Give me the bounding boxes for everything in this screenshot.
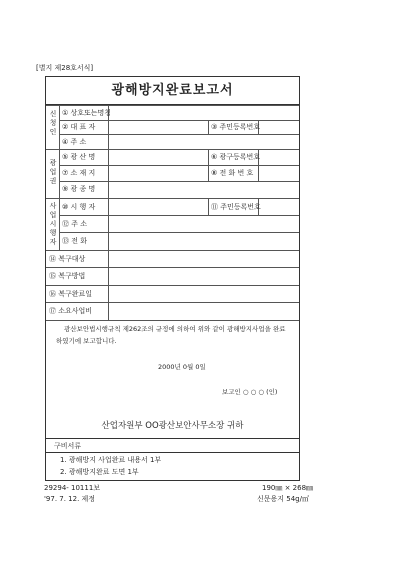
group-label-mining-right: 광 업 권 xyxy=(49,159,57,185)
enactment-date: '97. 7. 12. 제정 xyxy=(44,495,96,503)
report-form xyxy=(45,76,300,453)
rule xyxy=(46,320,299,321)
label-phone-1: ⑧ 전 화 번 호 xyxy=(211,169,254,177)
label-completion-date: ⑯ 복구완료일 xyxy=(49,290,93,298)
label-company-name: ① 상호또는명칭 xyxy=(62,109,112,117)
paper-type: 신문용지 54g/㎡ xyxy=(257,495,309,503)
declaration-text-1: 광산보안법시행규칙 제262조의 규정에 의하여 위와 같이 광해방지사업을 완료 xyxy=(64,325,286,333)
label-address-2: ⑫ 주 소 xyxy=(62,220,87,228)
rule xyxy=(108,105,109,320)
rule xyxy=(46,105,299,106)
form-number-tag: [별지 제28호서식] xyxy=(36,64,94,72)
declaration-text-2: 하였기에 보고합니다. xyxy=(56,337,117,345)
rule xyxy=(59,165,299,166)
label-resident-no-1: ③ 주민등록번호 xyxy=(211,123,261,131)
group-label-applicant: 신 청 인 xyxy=(49,110,57,136)
rule xyxy=(46,198,299,199)
label-project-cost: ⑰ 소요사업비 xyxy=(49,307,93,315)
label-resident-no-2: ⑪ 주민등록번호 xyxy=(211,203,261,211)
rule xyxy=(46,302,299,303)
rule xyxy=(59,232,299,233)
label-executor: ⑩ 시 행 자 xyxy=(62,203,96,211)
rule xyxy=(208,149,209,181)
label-mineral-type: ⑨ 광 종 명 xyxy=(62,185,96,193)
group-label-operator: 사 업 시 행 자 xyxy=(49,202,57,246)
label-phone-2: ⑬ 전 화 xyxy=(62,237,87,245)
paper-size: 190㎜ × 268㎜ xyxy=(262,484,314,492)
rule xyxy=(59,134,299,135)
attachment-item-1: 1. 광해방지 사업완료 내용서 1부 xyxy=(60,456,162,464)
attachments-box xyxy=(45,438,300,481)
label-mining-reg-no: ⑥ 광구등록번호 xyxy=(211,153,261,161)
reporter-signature: 보고인 ○ ○ ○ (인) xyxy=(222,388,278,396)
rule xyxy=(46,149,299,150)
rule xyxy=(46,250,299,251)
label-address-1: ④ 주 소 xyxy=(62,138,87,146)
rule xyxy=(208,120,209,134)
label-restoration-target: ⑭ 복구대상 xyxy=(49,255,86,263)
form-title: 광해방지완료보고서 xyxy=(46,77,299,105)
label-restoration-method: ⑮ 복구방법 xyxy=(49,272,86,280)
addressee: 산업자원부 OO광산보안사무소장 귀하 xyxy=(101,421,244,431)
attachments-heading: 구비서류 xyxy=(54,442,82,450)
rule xyxy=(46,285,299,286)
form-code: 29294- 10111보 xyxy=(44,484,101,492)
attachment-item-2: 2. 광해방지완료 도면 1부 xyxy=(60,468,139,476)
rule xyxy=(59,215,299,216)
label-location: ⑦ 소 재 지 xyxy=(62,169,96,177)
rule xyxy=(59,181,299,182)
rule xyxy=(208,198,209,215)
rule xyxy=(59,120,299,121)
rule xyxy=(46,267,299,268)
label-mine-name: ⑤ 광 산 명 xyxy=(62,153,96,161)
label-representative: ② 대 표 자 xyxy=(62,123,96,131)
declaration-date: 2000년 0월 0일 xyxy=(158,363,206,371)
